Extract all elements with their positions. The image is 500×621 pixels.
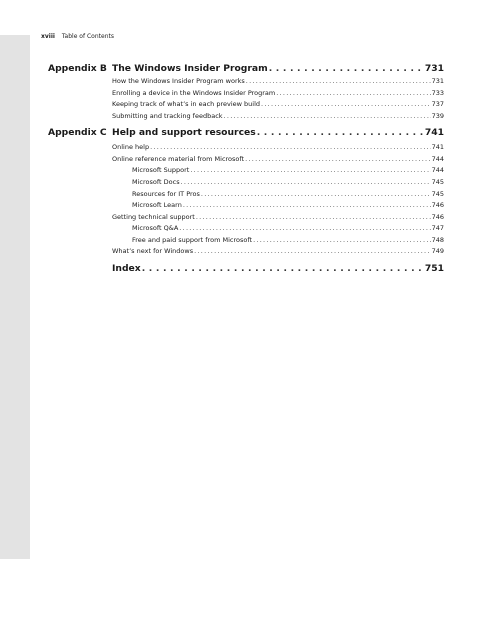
toc-entry-page: 744 [431, 155, 444, 163]
toc-entry-title: What’s next for Windows [112, 247, 194, 255]
toc-entry-page: 749 [431, 247, 444, 255]
dot-leader [196, 213, 431, 222]
toc-entry-title: How the Windows Insider Program works [112, 77, 245, 85]
toc-entry-page: 737 [431, 100, 444, 108]
toc-entry[interactable] [132, 224, 444, 233]
toc-entry-index[interactable] [112, 263, 444, 275]
toc-entry[interactable] [132, 201, 444, 210]
toc-entry[interactable] [132, 166, 444, 175]
dot-leader [257, 127, 424, 139]
toc-entry-page: 739 [431, 112, 444, 120]
toc-entry-page: 741 [431, 143, 444, 151]
toc-entry-title: Free and paid support from Microsoft [132, 236, 253, 244]
running-header [41, 33, 114, 41]
toc-entry-title: Keeping track of what’s in each preview build [112, 100, 261, 108]
toc-entry-page: 731 [424, 63, 444, 74]
toc-entry-title: Microsoft Learn [132, 201, 182, 209]
toc-entry-title: Enrolling a device in the Windows Insider Program [112, 89, 276, 97]
toc-entry-page: 741 [424, 127, 444, 138]
toc-entry-title: The Windows Insider Program [112, 63, 268, 74]
toc-entry[interactable] [112, 100, 444, 109]
toc-entry-title: Help and support resources [112, 127, 256, 138]
dot-leader [179, 224, 430, 233]
toc-entry-page: 747 [431, 224, 444, 232]
toc-entry-title: Index [112, 263, 141, 274]
toc-entry-title: Online reference material from Microsoft [112, 155, 245, 163]
dot-leader [246, 77, 431, 86]
header-page-number: xviii [41, 33, 55, 40]
toc-entry[interactable] [132, 236, 444, 245]
toc-entry-page: 751 [424, 263, 444, 274]
appendix-b-label: Appendix B [48, 63, 107, 74]
toc-entry-appendix-c[interactable] [112, 127, 444, 139]
toc-entry-title: Microsoft Q&A [132, 224, 179, 232]
toc-entry-page: 745 [431, 190, 444, 198]
dot-leader [276, 89, 430, 98]
dot-leader [150, 143, 430, 152]
toc-entry-page: 748 [431, 236, 444, 244]
toc-entry-appendix-b[interactable] [112, 63, 444, 75]
toc-entry-page: 733 [431, 89, 444, 97]
toc-entry-page: 746 [431, 213, 444, 221]
toc-entry[interactable] [132, 178, 444, 187]
toc-entry[interactable] [112, 155, 444, 164]
dot-leader [245, 155, 430, 164]
toc-entry-page: 744 [431, 166, 444, 174]
dot-leader [253, 236, 431, 245]
toc-entry[interactable] [132, 190, 444, 199]
toc-entry[interactable] [112, 247, 444, 256]
toc-entry-title: Submitting and tracking feedback [112, 112, 223, 120]
dot-leader [190, 166, 430, 175]
toc-entry[interactable] [112, 112, 444, 121]
toc-entry-page: 731 [431, 77, 444, 85]
dot-leader [224, 112, 431, 121]
toc-entry-title: Resources for IT Pros [132, 190, 200, 198]
toc-entry[interactable] [112, 143, 444, 152]
toc-entry[interactable] [112, 213, 444, 222]
toc-entry[interactable] [112, 89, 444, 98]
toc-entry-title: Microsoft Docs [132, 178, 180, 186]
toc-entry-title: Getting technical support [112, 213, 195, 221]
dot-leader [261, 100, 431, 109]
toc-entry[interactable] [112, 77, 444, 86]
toc-entry-page: 745 [431, 178, 444, 186]
page-gutter [0, 35, 30, 559]
toc-entry-page: 746 [431, 201, 444, 209]
appendix-c-label: Appendix C [48, 127, 107, 138]
dot-leader [194, 247, 430, 256]
dot-leader [201, 190, 431, 199]
toc-entry-title: Microsoft Support [132, 166, 190, 174]
dot-leader [269, 63, 424, 75]
dot-leader [183, 201, 431, 210]
dot-leader [181, 178, 431, 187]
toc-entry-title: Online help [112, 143, 150, 151]
header-title: Table of Contents [61, 33, 114, 40]
dot-leader [142, 263, 424, 275]
